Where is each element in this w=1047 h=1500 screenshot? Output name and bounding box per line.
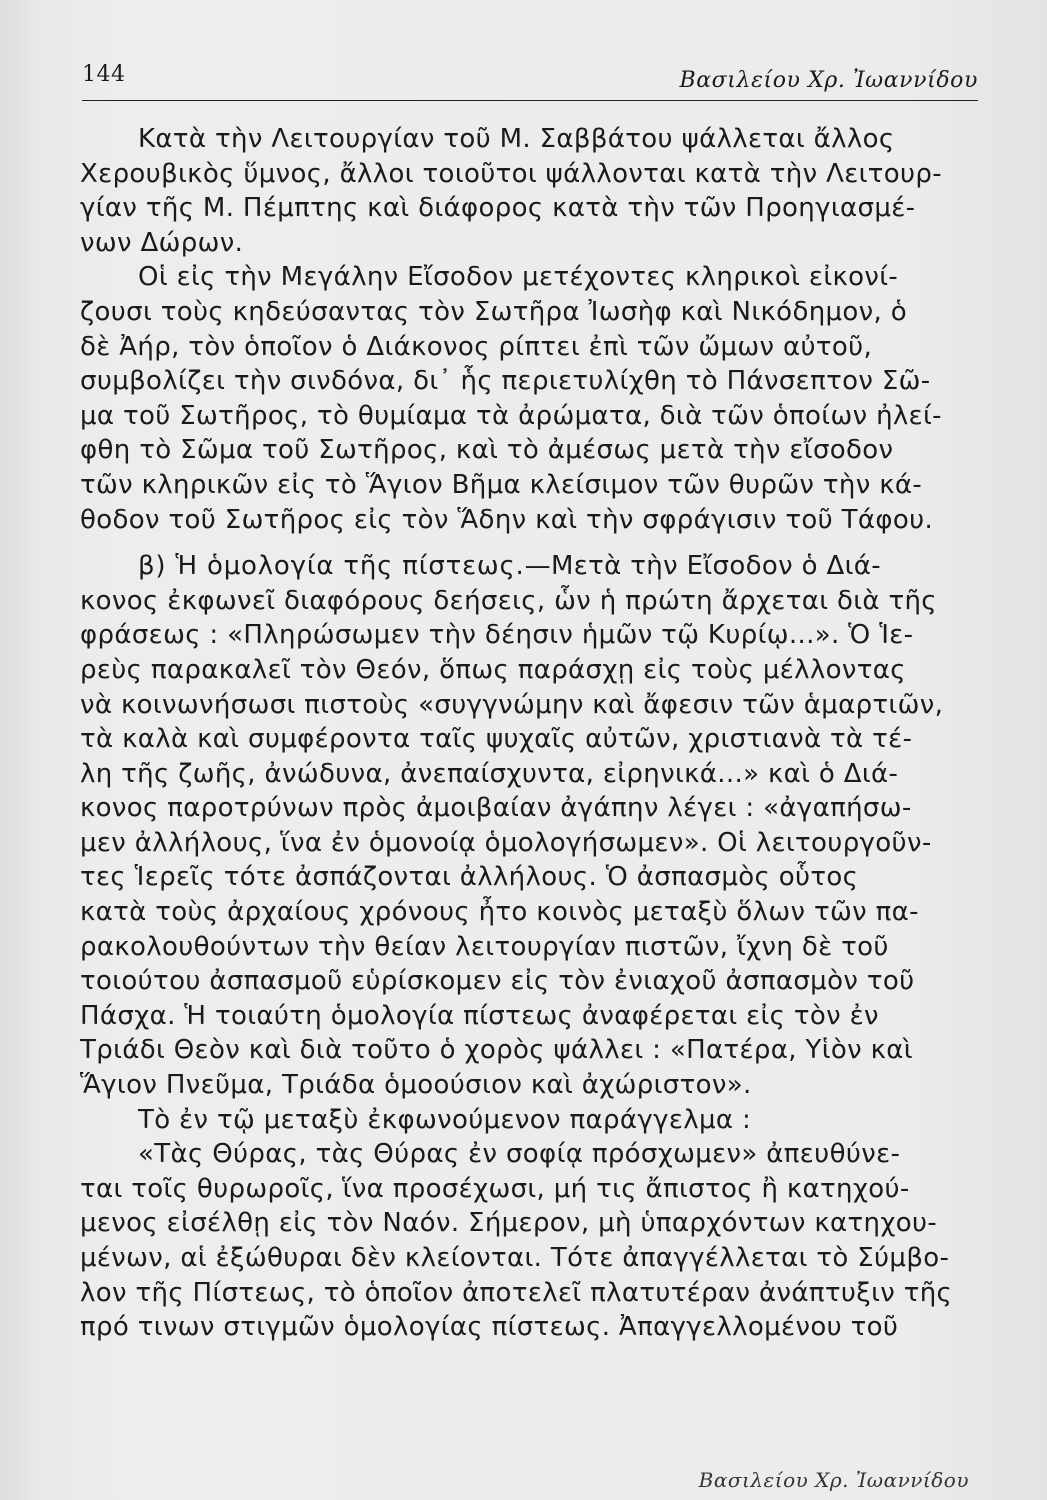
text-line: νων Δώρων. xyxy=(80,227,244,258)
text-line: γίαν τῆς Μ. Πέμπτης καὶ διάφορος κατὰ τὴν τῶν Προηγιασμέ- xyxy=(80,193,916,224)
text-line: κατὰ τοὺς ἀρχαίους χρόνους ἦτο κοινὸς μεταξὺ ὅλων τῶν πα- xyxy=(80,897,919,928)
text-line: Τριάδι Θεὸν καὶ διὰ τοῦτο ὁ χορὸς ψάλλει : «Πατέρα, Υἱὸν καὶ xyxy=(80,1035,913,1066)
page-number: 144 xyxy=(82,62,126,87)
text-line: νὰ κοινωνήσωσι πιστοὺς «συγγνώμην καὶ ἄφεσιν τῶν ἁμαρτιῶν, xyxy=(80,689,944,720)
text-line: θοδον τοῦ Σωτῆρος εἰς τὸν Ἅδην καὶ τὴν σφράγισιν τοῦ Τάφου. xyxy=(80,504,934,535)
paragraph-command-intro xyxy=(80,1103,980,1138)
paragraph-doors-command xyxy=(80,1137,980,1345)
text-line: Ἅγιον Πνεῦμα, Τριάδα ὁμοούσιον καὶ ἀχώριστον». xyxy=(80,1070,752,1101)
text-line: συμβολίζει τὴν σινδόνα, δι᾽ ἧς περιετυλίχθη τὸ Πάνσεπτον Σῶ- xyxy=(80,366,931,397)
text-line: Κατὰ τὴν Λειτουργίαν τοῦ Μ. Σαββάτου ψάλλεται ἄλλος xyxy=(138,124,895,154)
footer-signature: Βασιλείου Χρ. Ἰωαννίδου xyxy=(698,1468,969,1492)
text-line: ρεὺς παρακαλεῖ τὸν Θεόν, ὅπως παράσχῃ εἰς τοὺς μέλλοντας xyxy=(80,654,906,685)
text-line: Πάσχα. Ἡ τοιαύτη ὁμολογία πίστεως ἀναφέρεται εἰς τὸν ἐν xyxy=(80,1000,879,1031)
text-line: «Τὰς Θύρας, τὰς Θύρας ἐν σοφίᾳ πρόσχωμεν» ἀπευθύνε- xyxy=(138,1139,901,1170)
text-line: φθη τὸ Σῶμα τοῦ Σωτῆρος, καὶ τὸ ἀμέσως μετὰ τὴν εἴσοδον xyxy=(80,435,894,466)
text-line: κονος παροτρύνων πρὸς ἀμοιβαίαν ἀγάπην λέγει : «ἀγαπήσω- xyxy=(80,793,912,824)
body-text xyxy=(80,122,980,1345)
text-line: ρακολουθούντων τὴν θείαν λειτουργίαν πιστῶν, ἴχνη δὲ τοῦ xyxy=(80,931,889,962)
text-line: δὲ Ἀήρ, τὸν ὁποῖον ὁ Διάκονος ρίπτει ἐπὶ τῶν ὤμων αὐτοῦ, xyxy=(80,331,873,362)
text-line: ζουσι τοὺς κηδεύσαντας τὸν Σωτῆρα Ἰωσὴφ καὶ Νικόδημον, ὁ xyxy=(80,296,908,327)
heading-continuation: —Μετὰ τὴν Εἴσοδον ὁ Διά- xyxy=(524,551,881,582)
text-line: Χερουβικὸς ὕμνος, ἄλλοι τοιοῦτοι ψάλλονται κατὰ τὴν Λειτουρ- xyxy=(80,158,943,189)
text-line: πρό τινων στιγμῶν ὁμολογίας πίστεως. Ἀπαγγελλομένου τοῦ xyxy=(80,1312,899,1343)
text-line: μα τοῦ Σωτῆρος, τὸ θυμίαμα τὰ ἀρώματα, διὰ τῶν ὁποίων ἠλεί- xyxy=(80,400,942,431)
paragraph-great-entrance xyxy=(80,260,980,537)
text-line: λον τῆς Πίστεως, τὸ ὁποῖον ἀποτελεῖ πλατυτέραν ἀνάπτυξιν τῆς xyxy=(80,1277,953,1308)
text-line: κονος ἐκφωνεῖ διαφόρους δεήσεις, ὧν ἡ πρώτη ἄρχεται διὰ τῆς xyxy=(80,585,937,616)
text-line: τῶν κληρικῶν εἰς τὸ Ἅγιον Βῆμα κλείσιμον τῶν θυρῶν τὴν κά- xyxy=(80,469,923,500)
text-line: φράσεως : «Πληρώσωμεν τὴν δέησιν ἡμῶν τῷ Κυρίῳ...». Ὁ Ἱε- xyxy=(80,620,914,651)
text-line xyxy=(80,549,980,584)
page-header xyxy=(82,60,978,101)
text-line: Οἱ εἰς τὴν Μεγάλην Εἴσοδον μετέχοντες κληρικοὶ εἰκονί- xyxy=(138,262,899,293)
paragraph-confession-of-faith xyxy=(80,549,980,1103)
text-line: τες Ἱερεῖς τότε ἀσπάζονται ἀλλήλους. Ὁ ἀσπασμὸς οὗτος xyxy=(80,862,859,893)
text-line: ται τοῖς θυρωροῖς, ἵνα προσέχωσι, μή τις ἄπιστος ἢ κατηχού- xyxy=(80,1173,910,1204)
running-head: Βασιλείου Χρ. Ἰωαννίδου xyxy=(679,68,978,93)
text-line: τὰ καλὰ καὶ συμφέροντα ταῖς ψυχαῖς αὐτῶν, χριστιανὰ τὰ τέ- xyxy=(80,724,913,755)
paragraph-liturgy-saturday xyxy=(80,122,980,260)
text-line: λη τῆς ζωῆς, ἀνώδυνα, ἀνεπαίσχυντα, εἰρηνικά...» καὶ ὁ Διά- xyxy=(80,758,899,789)
text-line: τοιούτου ἀσπασμοῦ εὑρίσκομεν εἰς τὸν ἐνιαχοῦ ἀσπασμὸν τοῦ xyxy=(80,966,915,997)
section-heading: β) Ἡ ὁμολογία τῆς πίστεως. xyxy=(138,551,525,582)
text-line: Τὸ ἐν τῷ μεταξὺ ἐκφωνούμενον παράγγελμα : xyxy=(138,1104,752,1135)
text-line: μενος εἰσέλθῃ εἰς τὸν Ναόν. Σήμερον, μὴ ὑπαρχόντων κατηχου- xyxy=(80,1208,938,1239)
text-line: μεν ἀλλήλους, ἵνα ἐν ὁμονοίᾳ ὁμολογήσωμεν». Οἱ λειτουργοῦν- xyxy=(80,827,932,858)
text-line: μένων, αἱ ἐξώθυραι δὲν κλείονται. Τότε ἀπαγγέλλεται τὸ Σύμβο- xyxy=(80,1243,950,1273)
